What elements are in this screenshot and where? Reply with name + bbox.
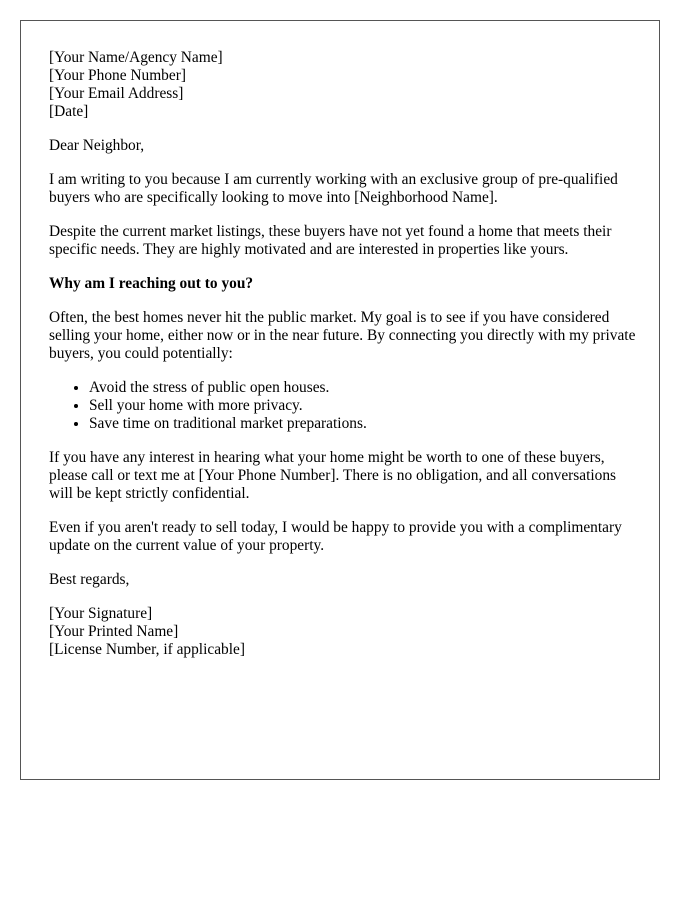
contact-paragraph: If you have any interest in hearing what your home might be worth to one of these buyers, please call or text me at [Your Phone Number]. There is no obligation, and all conversations will be kept strictly confidential. <box>49 449 617 502</box>
section-heading: Why am I reaching out to you? <box>49 275 254 292</box>
letter-frame <box>20 20 660 780</box>
license-number: [License Number, if applicable] <box>49 641 245 658</box>
closing: Best regards, <box>49 571 130 588</box>
signature-line: [Your Signature] <box>49 605 153 622</box>
sender-email: [Your Email Address] <box>49 85 184 102</box>
update-paragraph: Even if you aren't ready to sell today, I would be happy to provide you with a complimentary update on the current value of your property. <box>49 519 622 554</box>
sender-phone: [Your Phone Number] <box>49 67 186 84</box>
sender-block <box>49 49 639 121</box>
reason-paragraph: Often, the best homes never hit the public market. My goal is to see if you have considered selling your home, either now or in the near future. By connecting you directly with my private buyers, you could potentially: <box>49 309 636 362</box>
printed-name: [Your Printed Name] <box>49 623 179 640</box>
letter-body <box>49 49 639 675</box>
benefits-list <box>49 379 639 433</box>
list-item: • Save time on traditional market preparations. <box>89 415 639 433</box>
list-item: • Sell your home with more privacy. <box>89 397 639 415</box>
sender-name: [Your Name/Agency Name] <box>49 49 223 66</box>
listings-paragraph: Despite the current market listings, these buyers have not yet found a home that meets their specific needs. They are highly motivated and are interested in properties like yours. <box>49 223 612 258</box>
list-item: • Avoid the stress of public open houses. <box>89 379 639 397</box>
salutation: Dear Neighbor, <box>49 137 145 154</box>
signature-block <box>49 605 639 659</box>
letter-date: [Date] <box>49 103 89 120</box>
intro-paragraph: I am writing to you because I am currently working with an exclusive group of pre-qualified buyers who are specifically looking to move into [Neighborhood Name]. <box>49 171 618 206</box>
